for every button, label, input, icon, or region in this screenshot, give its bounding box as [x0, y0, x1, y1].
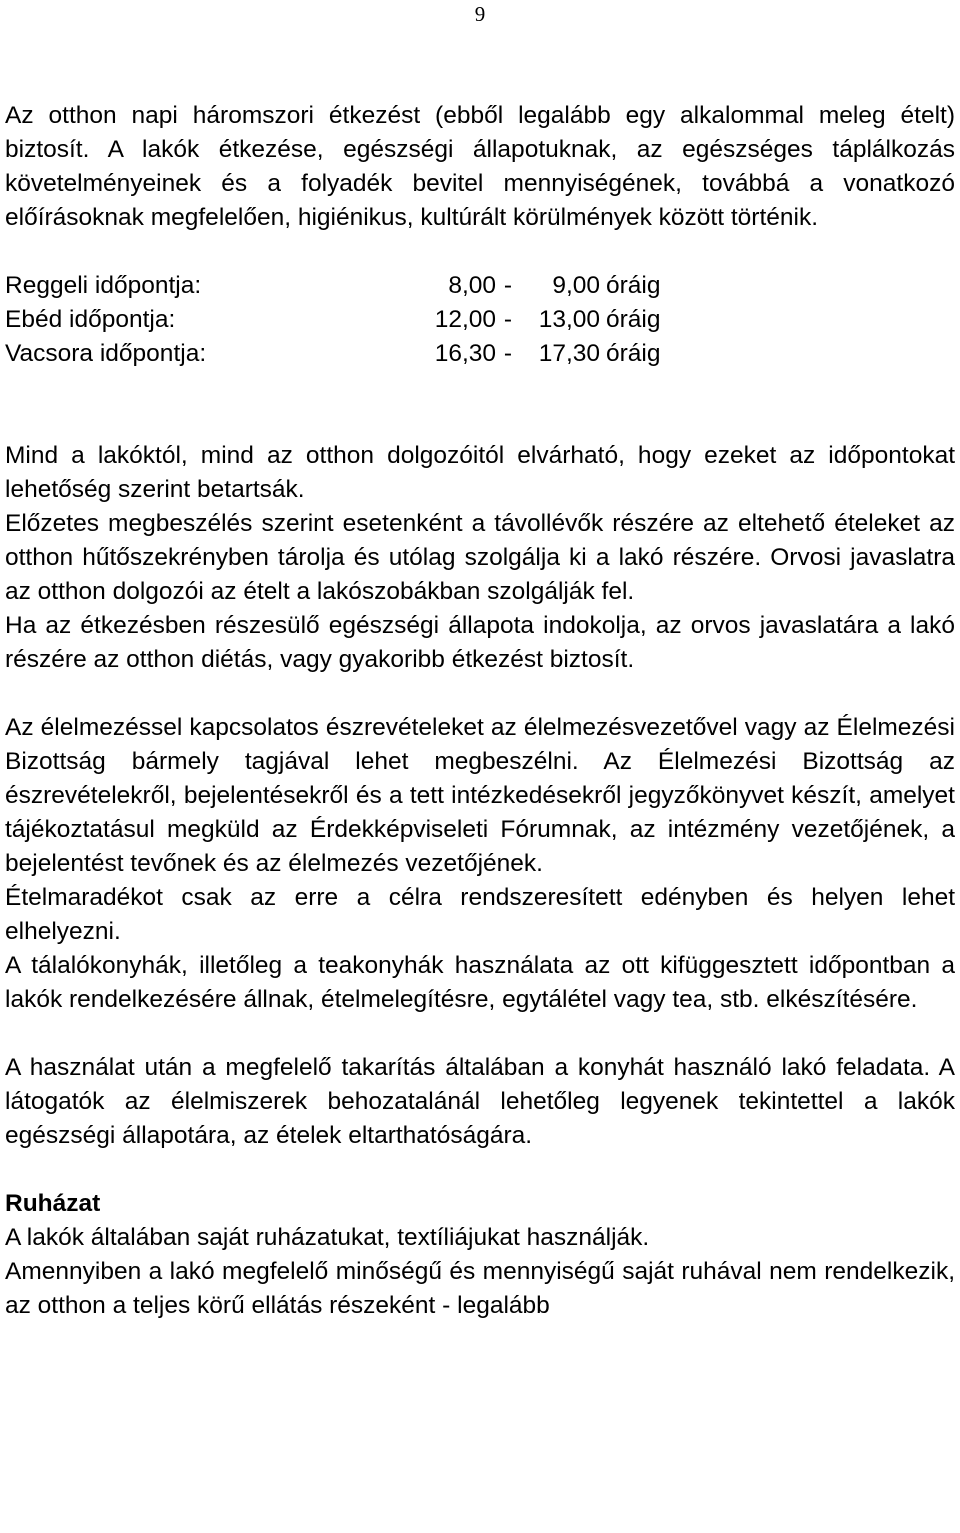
schedule-unit: óráig [606, 272, 661, 299]
paragraph: Amennyiben a lakó megfelelő minőségű és mennyiségű saját ruhával nem rendelkezik, az otthon a teljes körű ellátás részeként - legalább [5, 1258, 955, 1319]
schedule-from: 8,00 [448, 272, 496, 299]
schedule-row-breakfast [5, 269, 955, 303]
paragraph: Előzetes megbeszélés szerint esetenként a távollévők részére az eltehető ételeket az otthon hűtőszekrényben tárolja és utólag szolgálja ki a lakó részére. Orvosi javaslatra az otthon dolgozói az ételt a lakószobákban szolgálják fel. [5, 510, 955, 605]
schedule-from: 12,00 [434, 306, 496, 333]
page-number: 9 [474, 2, 486, 26]
section-heading: Ruházat [5, 1190, 101, 1217]
schedule-dash: - [503, 340, 513, 367]
spacer [5, 1017, 955, 1051]
paragraph: A lakók általában saját ruházatukat, textíliájukat használják. [5, 1224, 650, 1251]
schedule-label: Reggeli időpontja: [5, 272, 202, 299]
schedule-dash: - [503, 306, 513, 333]
spacer [5, 371, 955, 439]
paragraph: Mind a lakóktól, mind az otthon dolgozóitól elvárható, hogy ezeket az időpontokat lehetőség szerint betartsák. [5, 442, 955, 503]
paragraph: A tálalókonyhák, illetőleg a teakonyhák használata az ott kifüggesztett időpontban a lakók rendelkezésére állnak, ételmelegítésre, egytálétel vagy tea, stb. elkészítésére. [5, 952, 955, 1013]
spacer [5, 1153, 955, 1187]
schedule-to: 17,30 [538, 340, 600, 367]
schedule-unit: óráig [606, 306, 661, 333]
schedule-to: 13,00 [538, 306, 600, 333]
schedule-label: Ebéd időpontja: [5, 306, 176, 333]
schedule-label: Vacsora időpontja: [5, 340, 207, 367]
schedule-unit: óráig [606, 340, 661, 367]
schedule-dash: - [503, 272, 513, 299]
document-body [5, 99, 955, 1323]
paragraph: Az élelmezéssel kapcsolatos észrevételeket az élelmezésvezetővel vagy az Élelmezési Bizottság bármely tagjával lehet megbeszélni. Az Élelmezési Bizottság az észrevételekről, bejelentésekről és a tett intézkedésekről jegyzőkönyvet készít, amelyet tájékoztatásul megküld az Érdekképviseleti Fórumnak, az intézmény vezetőjének, a bejelentést tevőnek és az élelmezés vezetőjének. [5, 714, 955, 877]
paragraph: Ételmaradékot csak az erre a célra rendszeresített edényben és helyen lehet elhelyezni. [5, 884, 955, 945]
schedule-to: 9,00 [552, 272, 600, 299]
spacer [5, 235, 955, 269]
spacer [5, 677, 955, 711]
paragraph: Ha az étkezésben részesülő egészségi állapota indokolja, az orvos javaslatára a lakó részére az otthon diétás, vagy gyakoribb étkezést biztosít. [5, 612, 955, 673]
intro-paragraph: Az otthon napi háromszori étkezést (ebből legalább egy alkalommal meleg ételt) biztosít. A lakók étkezése, egészségi állapotuknak, az egészséges táplálkozás követelményeinek és a folyadék bevitel mennyiségének, továbbá a vonatkozó előírásoknak megfelelően, higiénikus, kultúrált körülmények között történik. [5, 102, 955, 231]
schedule-row-dinner [5, 337, 955, 371]
meal-schedule [5, 269, 955, 371]
paragraph: A használat után a megfelelő takarítás általában a konyhát használó lakó feladata. A látogatók az élelmiszerek behozatalánál lehetőleg legyenek tekintettel a lakók egészségi állapotára, az ételek eltarthatóságára. [5, 1054, 955, 1149]
schedule-row-lunch [5, 303, 955, 337]
schedule-from: 16,30 [434, 340, 496, 367]
